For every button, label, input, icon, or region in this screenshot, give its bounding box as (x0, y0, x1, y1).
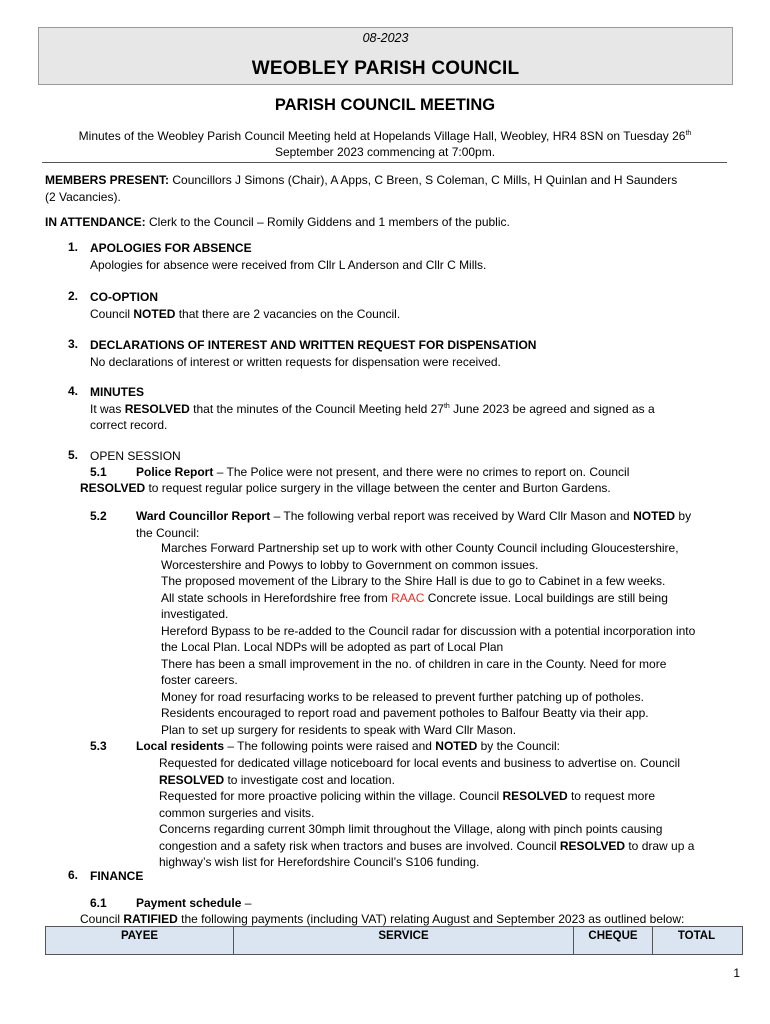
raac-post: Concrete issue. Local buildings are still being (424, 590, 668, 605)
s61-title: Payment schedule (136, 896, 242, 910)
s52-line2: the Council: (136, 525, 200, 540)
s61-pre: Council (80, 912, 124, 926)
item4-text-line2: correct record. (90, 418, 168, 432)
s61-heading (136, 895, 736, 912)
s51-text: – The Police were not present, and there were no crimes to report on. Council (213, 465, 630, 479)
item2-number: 2. (68, 289, 79, 303)
in-attendance (45, 214, 735, 231)
header-banner (38, 27, 733, 85)
page-number: 1 (733, 966, 740, 980)
list-item: Worcestershire and Powys to lobby to Government on common issues. (161, 557, 539, 572)
intro-paragraph (50, 128, 720, 160)
item5-title: OPEN SESSION (90, 449, 181, 463)
list-item: Residents encouraged to report road and pavement potholes to Balfour Beatty via their app. (161, 706, 649, 720)
s61-dash: – (241, 896, 252, 910)
members-label: MEMBERS PRESENT: (45, 173, 170, 187)
item1 (90, 240, 730, 273)
item3-title: DECLARATIONS OF INTEREST AND WRITTEN REQUEST FOR DISPENSATION (90, 338, 537, 352)
item6-number: 6. (68, 868, 79, 882)
s61-number: 6.1 (90, 896, 107, 910)
s53-bold: NOTED (435, 739, 478, 753)
item1-number: 1. (68, 240, 79, 254)
col-cheque: CHEQUE (574, 927, 653, 954)
s52-bold: NOTED (633, 509, 676, 523)
s53-post: by the Council: (477, 739, 560, 753)
intro-sup: th (685, 130, 692, 137)
p3-pre: congestion and a safety risk when tractors and buses are involved. Council (159, 838, 560, 853)
item4-number: 4. (68, 384, 79, 398)
s52-text: – The following verbal report was received by Ward Cllr Mason and (270, 509, 634, 523)
item4-title: MINUTES (90, 385, 144, 399)
col-payee: PAYEE (46, 927, 234, 954)
item4-text-post: June 2023 be agreed and signed as a (449, 401, 655, 416)
list-item (159, 838, 734, 855)
s52-title: Ward Councillor Report (136, 509, 271, 523)
raac-highlight: RAAC (391, 590, 425, 605)
s53-number: 5.3 (90, 739, 107, 753)
s53-text: – The following points were raised and (224, 739, 436, 753)
list-item (161, 590, 736, 607)
p3-bold: RESOLVED (559, 838, 626, 853)
meeting-title: PARISH COUNCIL MEETING (274, 96, 496, 114)
raac-pre: All state schools in Herefordshire free from (161, 590, 392, 605)
s52-post: by (675, 509, 692, 523)
col-total: TOTAL (677, 930, 716, 942)
list-item: highway’s wish list for Herefordshire Council’s S106 funding. (159, 855, 480, 869)
item2 (90, 289, 730, 322)
s52-points (161, 540, 736, 738)
s61-post: the following payments (including VAT) relating August and September 2023 as outlined below: (177, 912, 685, 926)
list-item: investigated. (161, 607, 229, 621)
s53-intro (136, 738, 736, 755)
item2-text-bold: NOTED (133, 306, 176, 321)
item2-text-pre: Council (90, 306, 134, 321)
item2-title: CO-OPTION (90, 290, 158, 304)
col-service: SERVICE (234, 927, 574, 954)
attendance-text: Clerk to the Council – Romily Giddens and 1 members of the public. (145, 215, 510, 229)
list-item: Marches Forward Partnership set up to work with other County Council including Gloucestershire, (161, 541, 679, 555)
p1-text: to investigate cost and location. (224, 772, 395, 787)
s51-line2 (80, 480, 730, 497)
s61-bold: RATIFIED (123, 912, 178, 926)
p3-post: to draw up a (625, 838, 695, 853)
list-item: Money for road resurfacing works to be released to prevent further patching up of potholes. (161, 689, 644, 704)
divider (42, 162, 727, 163)
s51-number: 5.1 (90, 465, 107, 479)
list-item: Plan to set up surgery for residents to speak with Ward Cllr Mason. (161, 722, 517, 737)
list-item: the Local Plan. Local NDPs will be adopted as part of Local Plan (161, 640, 504, 654)
intro-line1: Minutes of the Weobley Parish Council Meeting held at Hopelands Village Hall, Weobley, HR4 8SN on Tuesday 26 (78, 129, 686, 143)
item2-text-post: that there are 2 vacancies on the Council. (175, 306, 401, 321)
item3 (90, 337, 730, 370)
s53-points (159, 755, 734, 871)
p2-post: to request more (567, 789, 656, 803)
p1-bold: RESOLVED (159, 772, 225, 787)
item4-text-bold: RESOLVED (124, 401, 190, 416)
list-item: Concerns regarding current 30mph limit throughout the Village, along with pinch points causing (159, 822, 663, 836)
item3-number: 3. (68, 337, 79, 351)
members-present (45, 172, 735, 205)
item4-sup: th (443, 402, 450, 410)
s53-title: Local residents (136, 739, 225, 753)
list-item (159, 772, 734, 789)
item3-text: No declarations of interest or written requests for dispensation were received. (90, 354, 501, 369)
item4 (90, 384, 730, 434)
p2-pre: Requested for more proactive policing within the village. Council (159, 789, 503, 803)
item4-text-mid: that the minutes of the Council Meeting held 27 (189, 401, 444, 416)
members-text2: (2 Vacancies). (45, 189, 121, 204)
payments-table-header (45, 926, 743, 955)
attendance-label: IN ATTENDANCE: (45, 215, 146, 229)
item1-text: Apologies for absence were received from Cllr L Anderson and Cllr C Mills. (90, 257, 487, 272)
s51-text2: to request regular police surgery in the village between the center and Burton Gardens. (145, 481, 611, 495)
item1-title: APOLOGIES FOR ABSENCE (90, 241, 252, 255)
s51-line1 (136, 464, 736, 481)
members-text: Councillors J Simons (Chair), A Apps, C Breen, S Coleman, C Mills, H Quinlan and H Saunders (169, 173, 678, 187)
list-item: The proposed movement of the Library to the Shire Hall is due to go to Cabinet in a few weeks. (161, 574, 666, 588)
item5-number: 5. (68, 448, 79, 462)
item4-text-pre: It was (90, 401, 125, 416)
p2-bold: RESOLVED (502, 789, 568, 803)
list-item: There has been a small improvement in the no. of children in care in the County. Need for more (161, 656, 667, 671)
intro-line2: September 2023 commencing at 7:00pm. (274, 145, 496, 159)
item6-title: FINANCE (90, 869, 144, 883)
list-item: common surgeries and visits. (159, 805, 315, 820)
s51-bold: RESOLVED (80, 481, 146, 495)
council-name: WEOBLEY PARISH COUNCIL (251, 58, 520, 79)
list-item: Requested for dedicated village noticeboard for local events and business to advertise on. Council (159, 756, 680, 770)
list-item (159, 788, 734, 805)
list-item: Hereford Bypass to be re-added to the Council radar for discussion with a potential incorporation into (161, 623, 696, 638)
s52-intro (136, 508, 736, 541)
list-item: foster careers. (161, 673, 238, 687)
s52-number: 5.2 (90, 509, 107, 523)
document-reference: 08-2023 (362, 31, 409, 45)
s51-title: Police Report (136, 465, 214, 479)
